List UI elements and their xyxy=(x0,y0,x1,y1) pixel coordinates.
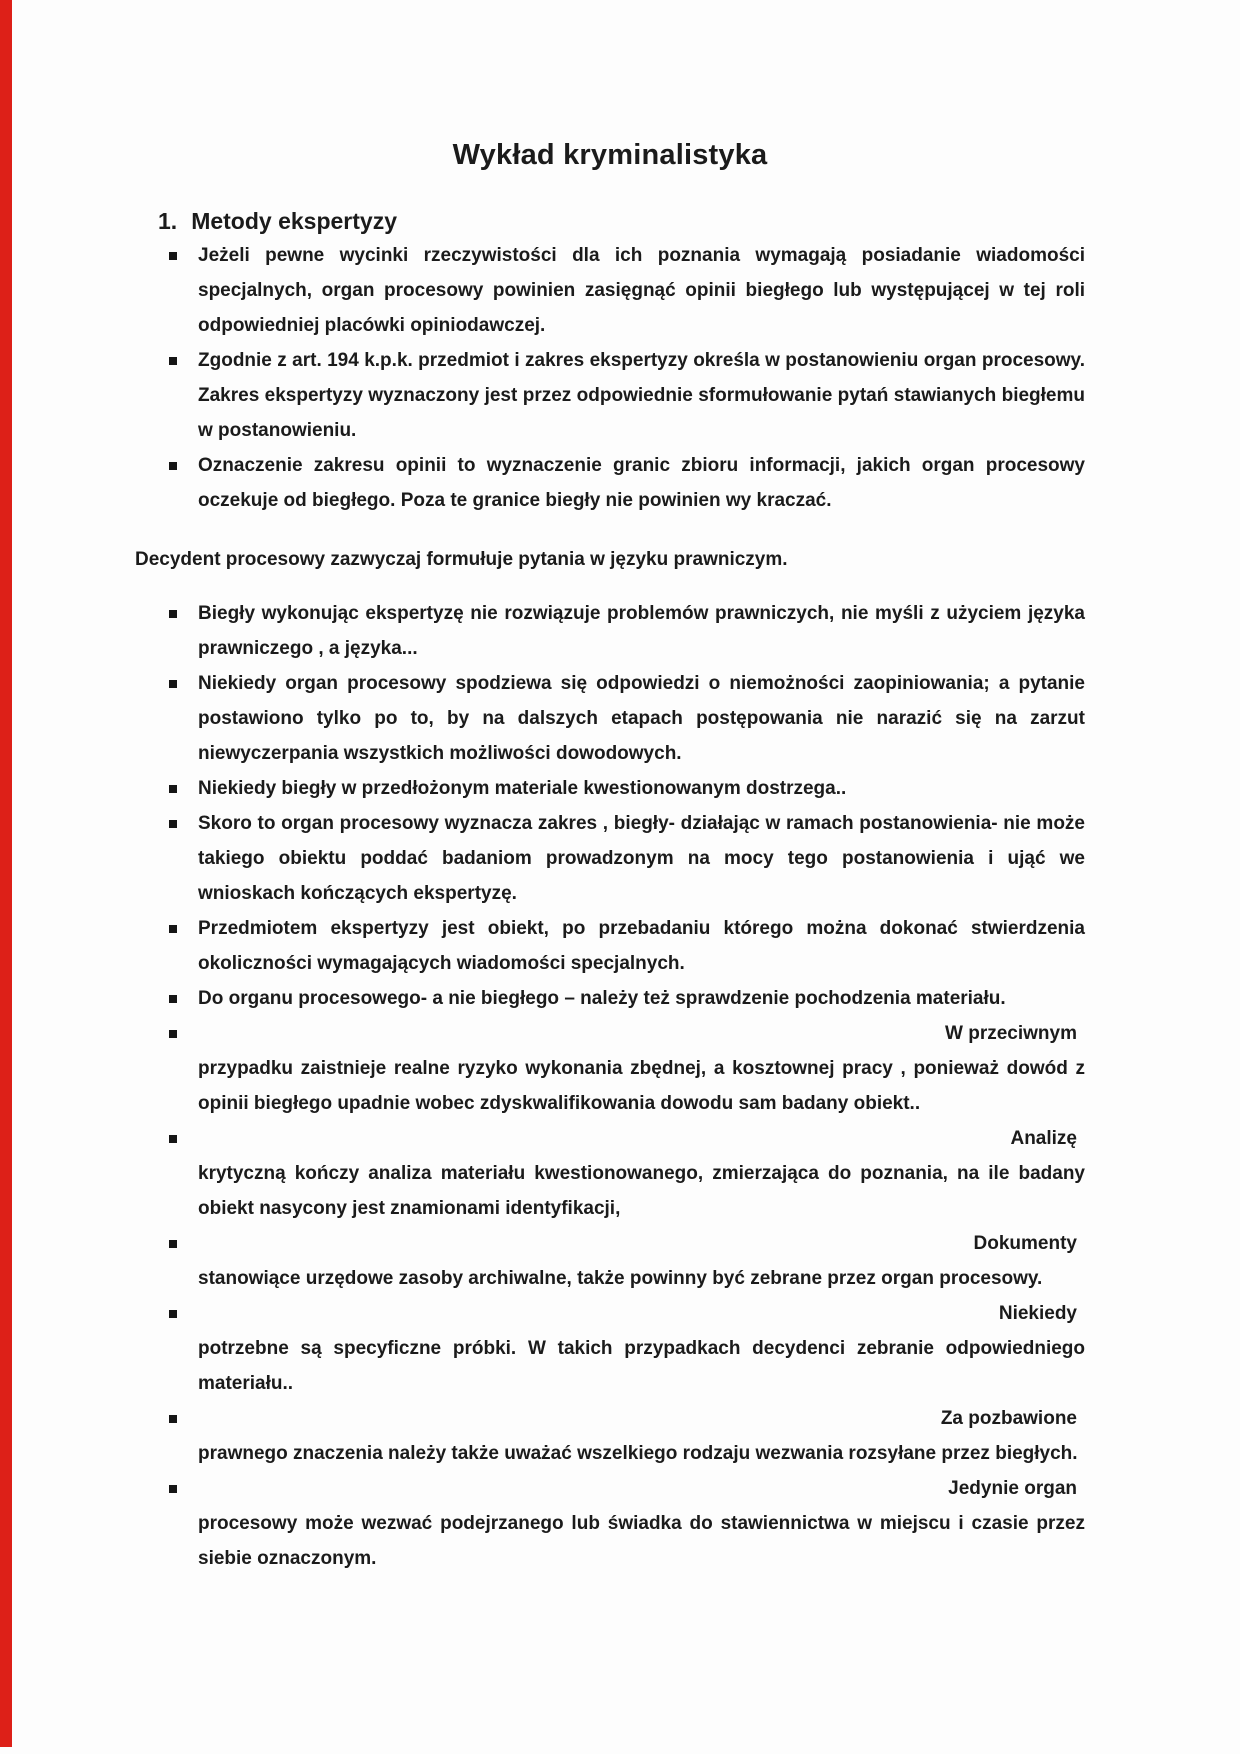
list-item-text: prawnego znaczenia należy także uważać wszelkiego rodzaju wezwania rozsyłane przez biegłych. xyxy=(198,1443,1078,1464)
list-item-text: przypadku zaistnieje realne ryzyko wykonania zbędnej, a kosztownej pracy , ponieważ dowód z opinii biegłego upadnie wobec zdyskwalifikowania dowodu sam badany obiekt.. xyxy=(198,1058,1085,1114)
bullet-square-icon xyxy=(169,1415,177,1423)
list-item xyxy=(135,1296,1085,1401)
list-item xyxy=(135,343,1085,448)
list-item xyxy=(135,1121,1085,1226)
bullet-square-icon xyxy=(169,252,177,260)
list-item-text: Oznaczenie zakresu opinii to wyznaczenie granic zbioru informacji, jakich organ procesowy oczekuje od biegłego. Poza te granice biegły nie powinien wy kraczać. xyxy=(198,455,1085,511)
list-item xyxy=(135,1471,1085,1576)
list-item-lead: Niekiedy xyxy=(998,1303,1077,1324)
list-item-text: Niekiedy biegły w przedłożonym materiale kwestionowanym dostrzega.. xyxy=(198,778,847,799)
list-item xyxy=(135,806,1085,911)
list-item xyxy=(135,911,1085,981)
list-item xyxy=(135,1226,1085,1296)
list-item-lead: Dokumenty xyxy=(973,1233,1077,1254)
list-item xyxy=(135,666,1085,771)
document-content xyxy=(135,0,1085,1576)
bullet-square-icon xyxy=(169,1135,177,1143)
red-edge-marker xyxy=(0,0,12,1747)
section-heading-label: Metody ekspertyzy xyxy=(191,208,397,234)
bullet-square-icon xyxy=(169,1310,177,1318)
list-item-text: Zgodnie z art. 194 k.p.k. przedmiot i zakres ekspertyzy określa w postanowieniu organ procesowy. Zakres ekspertyzy wyznaczony jest przez odpowiednie sformułowanie pytań stawianych biegłemu w postanowieniu. xyxy=(198,350,1085,441)
bullet-list-1 xyxy=(135,238,1085,518)
bullet-square-icon xyxy=(169,462,177,470)
bullet-square-icon xyxy=(169,1030,177,1038)
list-item xyxy=(135,771,1085,806)
bullet-square-icon xyxy=(169,820,177,828)
paragraph: Decydent procesowy zazwyczaj formułuje pytania w języku prawniczym. xyxy=(135,549,788,570)
list-item-lead: W przeciwnym xyxy=(945,1023,1077,1044)
list-item-text: procesowy może wezwać podejrzanego lub świadka do stawiennictwa w miejscu i czasie przez siebie oznaczonym. xyxy=(198,1513,1085,1569)
list-item-text: Skoro to organ procesowy wyznacza zakres , biegły- działając w ramach postanowienia- nie może takiego obiektu poddać badaniom prowadzonym na mocy tego postanowienia i ująć we wnioskach kończących ekspertyzę. xyxy=(198,813,1085,904)
list-item xyxy=(135,596,1085,666)
list-item-lead: Za pozbawione xyxy=(940,1408,1077,1429)
list-item xyxy=(135,981,1085,1016)
list-item-lead: Analizę xyxy=(1010,1128,1077,1149)
list-item-text: Przedmiotem ekspertyzy jest obiekt, po przebadaniu którego można dokonać stwierdzenia okoliczności wymagających wiadomości specjalnych. xyxy=(198,918,1085,974)
bullet-square-icon xyxy=(169,680,177,688)
bullet-square-icon xyxy=(169,1485,177,1493)
list-item-text: Do organu procesowego- a nie biegłego – należy też sprawdzenie pochodzenia materiału. xyxy=(198,988,1006,1009)
list-item xyxy=(135,1401,1085,1471)
bullet-square-icon xyxy=(169,925,177,933)
bullet-list-2 xyxy=(135,596,1085,1576)
list-item-text: Biegły wykonując ekspertyzę nie rozwiązuje problemów prawniczych, nie myśli z użyciem języka prawniczego , a języka... xyxy=(198,603,1085,659)
section-number: 1. xyxy=(158,208,178,234)
page-title: Wykład kryminalistyka xyxy=(452,139,768,171)
bullet-square-icon xyxy=(169,785,177,793)
bullet-square-icon xyxy=(169,1240,177,1248)
list-item xyxy=(135,238,1085,343)
list-item-text: stanowiące urzędowe zasoby archiwalne, także powinny być zebrane przez organ procesowy. xyxy=(198,1268,1043,1289)
bullet-square-icon xyxy=(169,610,177,618)
bullet-square-icon xyxy=(169,357,177,365)
list-item-lead: Jedynie organ xyxy=(948,1478,1077,1499)
bullet-square-icon xyxy=(169,995,177,1003)
list-item-text: Jeżeli pewne wycinki rzeczywistości dla ich poznania wymagają posiadanie wiadomości specjalnych, organ procesowy powinien zasięgnąć opinii biegłego lub występującej w tej roli odpowiedniej placówki opiniodawczej. xyxy=(198,245,1085,336)
section-heading xyxy=(135,204,1085,238)
list-item-text: Niekiedy organ procesowy spodziewa się odpowiedzi o niemożności zaopiniowania; a pytanie postawiono tylko po to, by na dalszych etapach postępowania nie narazić się na zarzut niewyczerpania wszystkich możliwości dowodowych. xyxy=(198,673,1085,764)
list-item-text: potrzebne są specyficzne próbki. W takich przypadkach decydenci zebranie odpowiedniego materiału.. xyxy=(198,1338,1085,1394)
list-item xyxy=(135,1016,1085,1121)
list-item xyxy=(135,448,1085,518)
list-item-text: krytyczną kończy analiza materiału kwestionowanego, zmierzająca do poznania, na ile badany obiekt nasycony jest znamionami identyfikacji, xyxy=(198,1163,1085,1219)
